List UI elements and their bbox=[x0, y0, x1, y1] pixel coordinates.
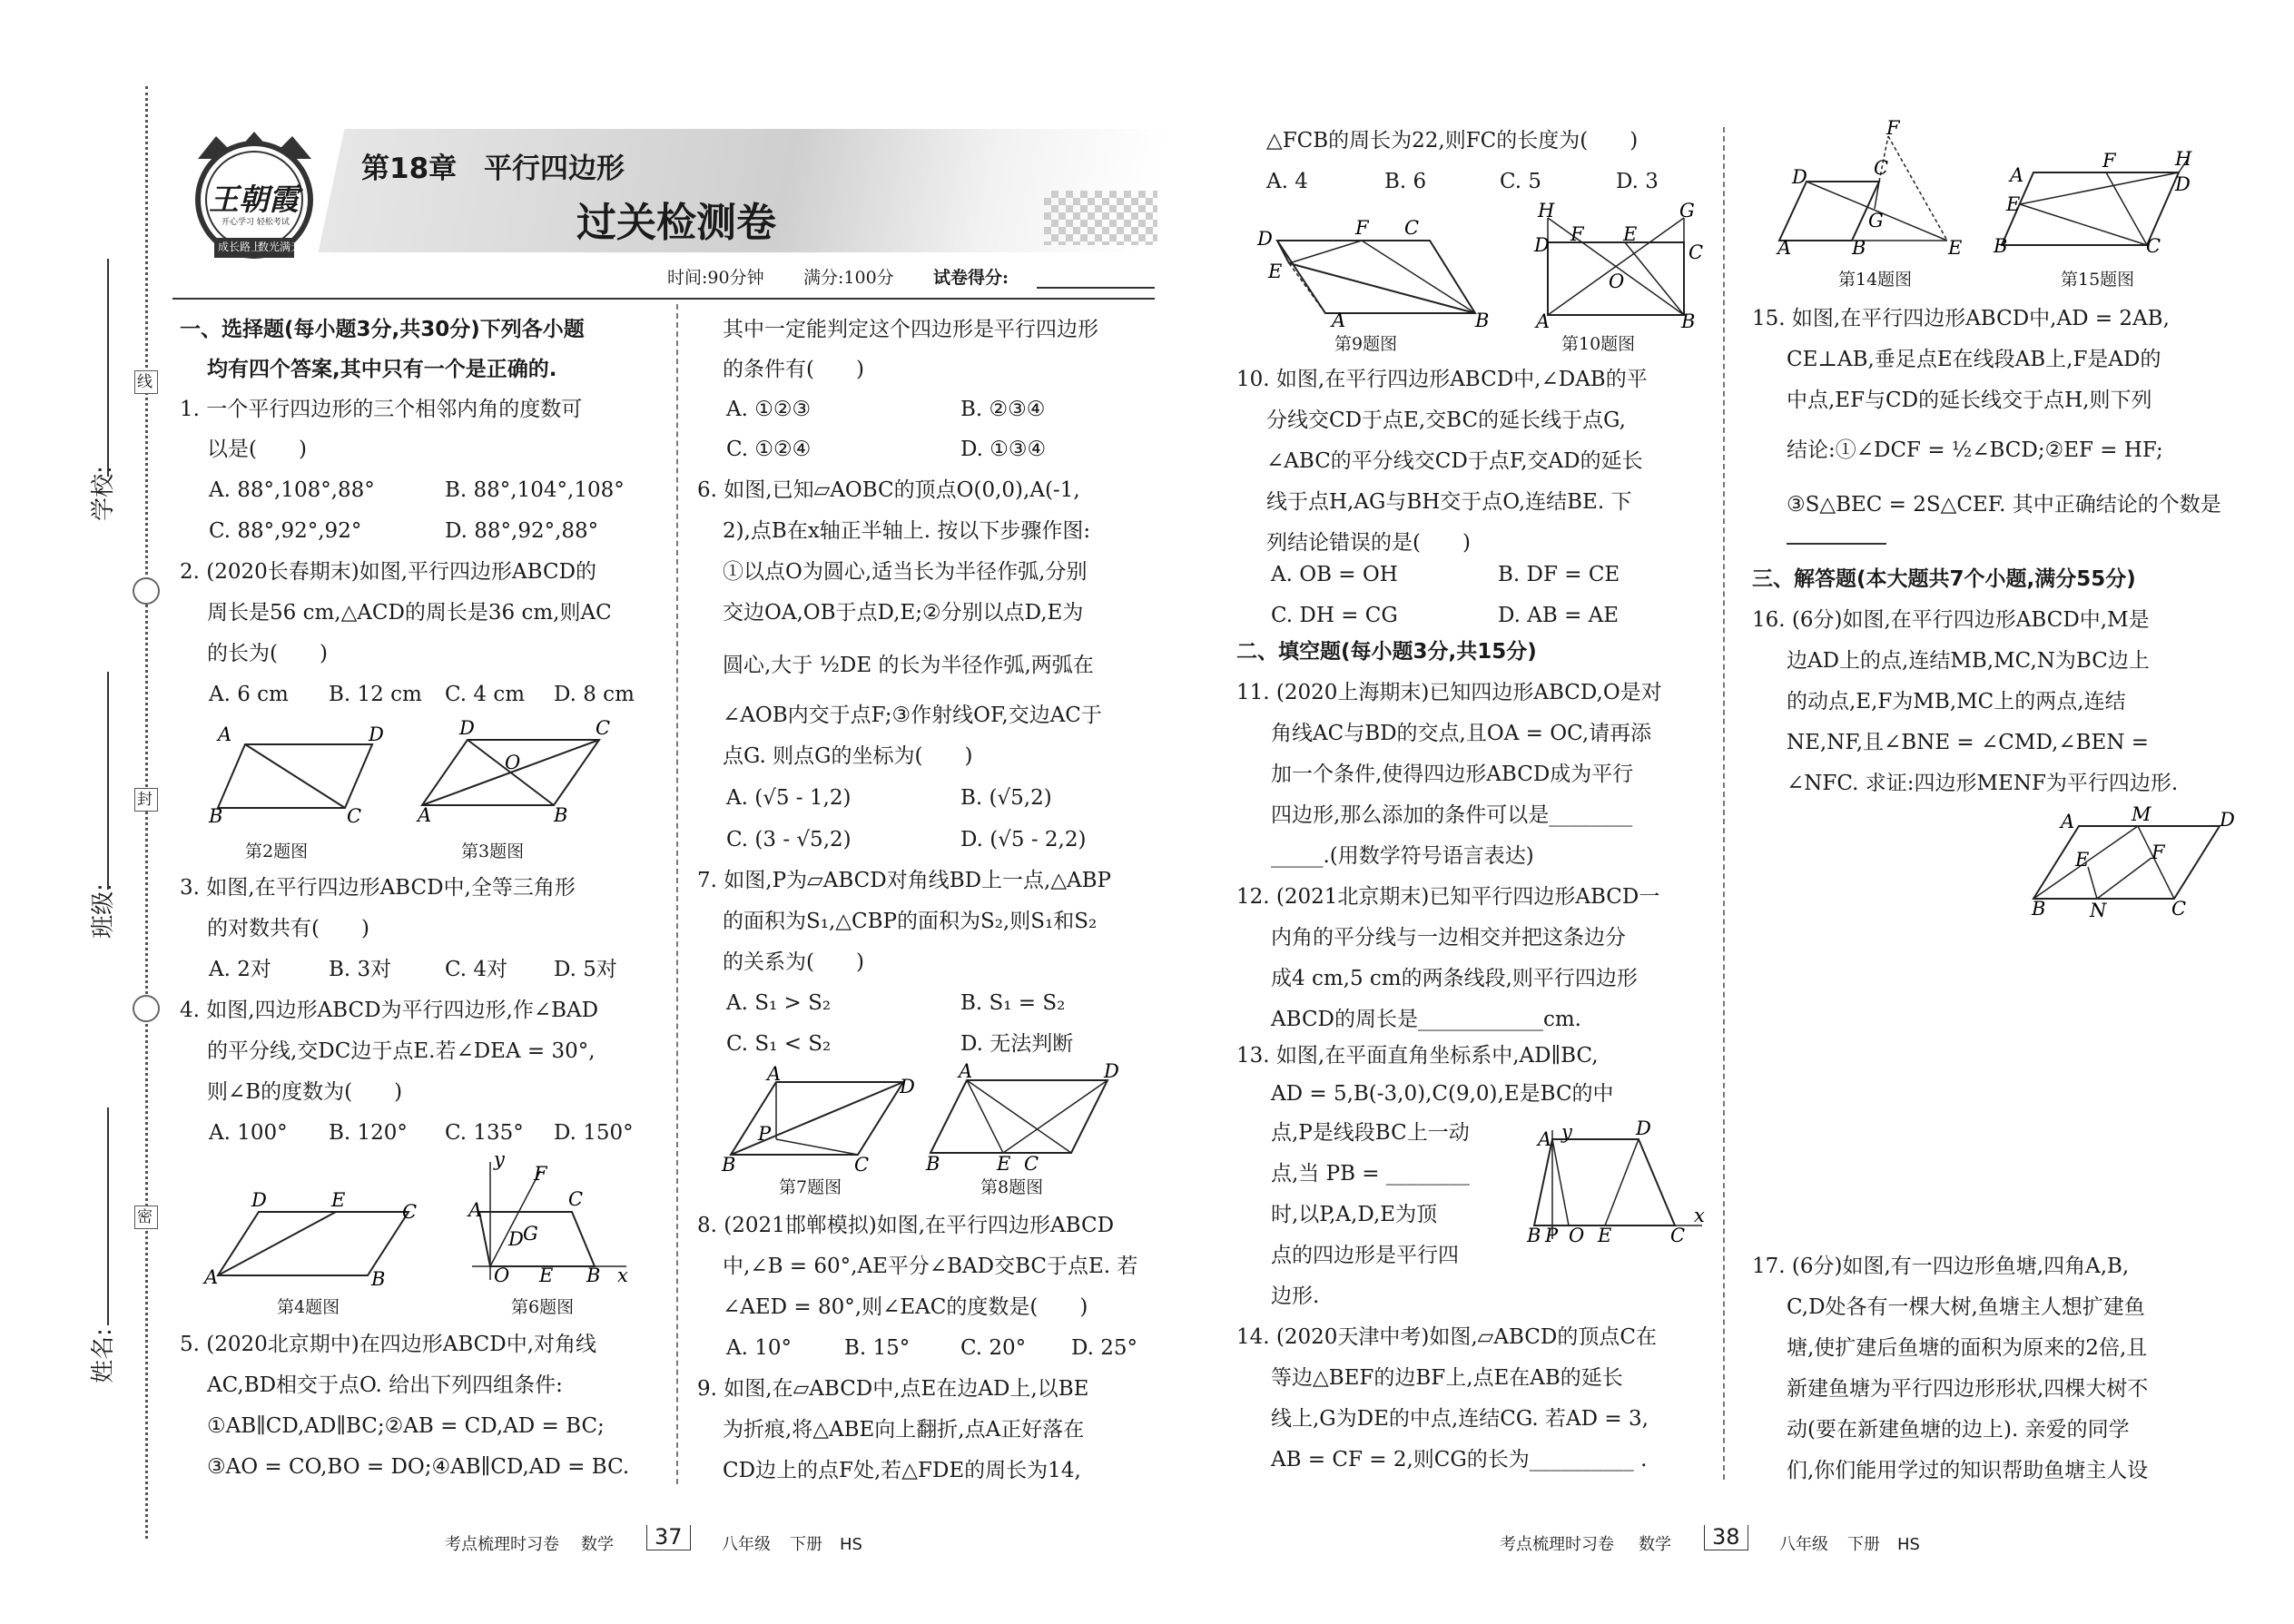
question-12: 12. (2021北京期末)已知平行四边形ABCD一 bbox=[1236, 885, 1660, 909]
svg-text:B: B bbox=[554, 804, 568, 826]
question-9: △FCB的周长为22,则FC的长度为( ) bbox=[1266, 129, 1639, 153]
question-15: 15. 如图,在平行四边形ABCD中,AD = 2AB, bbox=[1752, 307, 2170, 330]
svg-text:F: F bbox=[2151, 842, 2165, 863]
question-17: 17. (6分)如图,有一四边形鱼塘,四角A,B, bbox=[1752, 1255, 2130, 1278]
q5-option-a[interactable]: A. ①②③ bbox=[726, 398, 812, 421]
question-2: 2. (2020长春期末)如图,平行四边形ABCD的 bbox=[180, 560, 597, 584]
svg-text:A: A bbox=[418, 804, 432, 826]
q10-option-c[interactable]: C. DH = CG bbox=[1271, 604, 1398, 627]
question-15: 结论:①∠DCF = ½∠BCD;②EF = HF; bbox=[1787, 438, 2163, 462]
class-field[interactable] bbox=[107, 672, 109, 890]
question-9: 9. 如图,在▱ABCD中,点E在边AD上,以BE bbox=[697, 1377, 1089, 1401]
svg-text:O: O bbox=[494, 1265, 510, 1286]
q7-option-a[interactable]: A. S₁ > S₂ bbox=[726, 991, 832, 1015]
q5-option-b[interactable]: B. ②③④ bbox=[960, 398, 1046, 421]
question-6: 6. 如图,已知▱AOBC的顶点O(0,0),A(-1, bbox=[697, 478, 1080, 502]
svg-text:B: B bbox=[1475, 310, 1490, 331]
svg-text:C: C bbox=[1670, 1225, 1686, 1246]
question-8: ∠AED = 80°,则∠EAC的度数是( ) bbox=[723, 1295, 1088, 1319]
question-4: 则∠B的度数为( ) bbox=[207, 1080, 403, 1104]
q15-answer-field[interactable] bbox=[1787, 543, 1886, 545]
question-13: 边形. bbox=[1271, 1284, 1320, 1308]
figure-q4 bbox=[204, 1189, 422, 1289]
q10-option-d[interactable]: D. AB = AE bbox=[1498, 604, 1620, 627]
footer-book-left: 考点梳理时习卷 bbox=[445, 1535, 559, 1554]
q8-option-b[interactable]: B. 15° bbox=[844, 1336, 911, 1360]
figure-caption-q15: 第15题图 bbox=[2061, 270, 2135, 290]
exam-time: 时间:90分钟 bbox=[667, 268, 764, 288]
q7-option-c[interactable]: C. S₁ < S₂ bbox=[726, 1032, 832, 1056]
binding-label-xian: 线 bbox=[134, 370, 158, 394]
question-4: 4. 如图,四边形ABCD为平行四边形,作∠BAD bbox=[180, 999, 599, 1022]
brand-logo bbox=[171, 127, 339, 268]
question-12: ABCD的周长是____________cm. bbox=[1271, 1008, 1581, 1031]
q5-option-c[interactable]: C. ①②④ bbox=[726, 438, 812, 461]
figure-caption-q14: 第14题图 bbox=[1838, 270, 1913, 290]
q4-option-b[interactable]: B. 120° bbox=[329, 1121, 408, 1145]
svg-text:E: E bbox=[539, 1265, 554, 1286]
svg-text:D: D bbox=[251, 1189, 267, 1211]
svg-text:D: D bbox=[508, 1228, 524, 1250]
page-title: 过关检测卷 bbox=[576, 200, 776, 246]
question-5: 5. (2020北京期中)在四边形ABCD中,对角线 bbox=[180, 1333, 597, 1356]
brand-name: 王朝霞 bbox=[209, 182, 299, 217]
svg-text:B: B bbox=[1527, 1225, 1541, 1246]
question-17: 们,你们能用学过的知识帮助鱼塘主人设 bbox=[1787, 1459, 2149, 1482]
question-12: 内角的平分线与一边相交并把这条边分 bbox=[1271, 926, 1626, 950]
footer-subject-left: 数学 bbox=[581, 1535, 614, 1554]
svg-text:B: B bbox=[371, 1268, 386, 1290]
q7-option-b[interactable]: B. S₁ = S₂ bbox=[960, 991, 1066, 1015]
q9-option-d[interactable]: D. 3 bbox=[1616, 170, 1659, 193]
svg-text:C: C bbox=[2171, 898, 2187, 920]
svg-text:F: F bbox=[1355, 217, 1369, 239]
figure-caption-q4: 第4题图 bbox=[277, 1297, 340, 1317]
q2-option-a[interactable]: A. 6 cm bbox=[209, 683, 289, 706]
q4-option-c[interactable]: C. 135° bbox=[445, 1121, 524, 1145]
question-5: 的条件有( ) bbox=[723, 358, 864, 381]
svg-text:E: E bbox=[1623, 223, 1638, 245]
school-field[interactable] bbox=[107, 259, 109, 477]
figure-caption-q10: 第10题图 bbox=[1561, 334, 1636, 354]
svg-text:C: C bbox=[854, 1154, 870, 1176]
footer-term-left: 下册 bbox=[790, 1535, 822, 1554]
question-3: 3. 如图,在平行四边形ABCD中,全等三角形 bbox=[180, 876, 576, 900]
question-5: AC,BD相交于点O. 给出下列四组条件: bbox=[207, 1373, 563, 1397]
svg-text:C: C bbox=[1689, 241, 1704, 263]
q9-option-b[interactable]: B. 6 bbox=[1384, 170, 1427, 193]
svg-text:B: B bbox=[2032, 898, 2046, 920]
q4-option-d[interactable]: D. 150° bbox=[554, 1121, 634, 1145]
question-6: 圆心,大于 ½DE 的长为半径作弧,两弧在 bbox=[723, 654, 1094, 677]
chapter-number: 第18章 bbox=[361, 153, 458, 185]
binding-hole-2 bbox=[133, 995, 160, 1022]
svg-text:O: O bbox=[505, 752, 521, 773]
binding-dotted-line bbox=[145, 86, 148, 1539]
footer-subject-right: 数学 bbox=[1639, 1535, 1671, 1554]
q2-option-c[interactable]: C. 4 cm bbox=[445, 683, 526, 706]
school-label: 学校: bbox=[89, 466, 117, 521]
svg-text:D: D bbox=[1534, 234, 1550, 256]
class-label: 班级: bbox=[89, 883, 117, 939]
svg-text:F: F bbox=[2102, 150, 2116, 172]
svg-text:C: C bbox=[402, 1201, 418, 1223]
question-6: 交边OA,OB于点D,E;②分别以点D,E为 bbox=[723, 601, 1084, 625]
svg-text:D: D bbox=[459, 717, 475, 739]
svg-text:F: F bbox=[1886, 117, 1900, 139]
footer-ed-left: HS bbox=[840, 1535, 862, 1554]
question-14: 等边△BEF的边BF上,点E在AB的延长 bbox=[1271, 1366, 1623, 1390]
q3-option-b[interactable]: B. 3对 bbox=[329, 958, 392, 981]
svg-text:G: G bbox=[1679, 200, 1695, 221]
question-6: ∠AOB内交于点F;③作射线OF,交边AC于 bbox=[723, 704, 1102, 727]
question-13: 13. 如图,在平面直角坐标系中,AD∥BC, bbox=[1236, 1044, 1599, 1068]
svg-text:D: D bbox=[1104, 1060, 1119, 1082]
brand-motto-2: 数光满天 bbox=[258, 241, 302, 253]
question-16: 16. (6分)如图,在平行四边形ABCD中,M是 bbox=[1752, 608, 2150, 632]
question-17: 动(要在新建鱼塘的边上). 亲爱的同学 bbox=[1787, 1418, 2130, 1442]
svg-text:C: C bbox=[1874, 157, 1889, 179]
svg-text:A: A bbox=[2010, 164, 2024, 186]
binding-hole-1 bbox=[133, 577, 160, 605]
chapter-title: 平行四边形 bbox=[484, 153, 625, 185]
svg-text:H: H bbox=[2175, 148, 2192, 170]
svg-text:G: G bbox=[523, 1223, 538, 1245]
svg-text:B: B bbox=[586, 1265, 601, 1286]
figure-caption-q8: 第8题图 bbox=[980, 1177, 1044, 1197]
question-17: C,D处各有一棵大树,鱼塘主人想扩建鱼 bbox=[1787, 1295, 2145, 1319]
svg-text:E: E bbox=[1598, 1225, 1612, 1246]
q9-option-a[interactable]: A. 4 bbox=[1266, 170, 1308, 193]
question-14: 14. (2020天津中考)如图,▱ABCD的顶点C在 bbox=[1236, 1325, 1657, 1349]
svg-text:D: D bbox=[1636, 1117, 1651, 1139]
q6-option-a[interactable]: A. (√5 - 1,2) bbox=[726, 786, 852, 810]
column-divider bbox=[1723, 127, 1725, 1480]
question-10: 分线交CD于点E,交BC的延长线于点G, bbox=[1266, 408, 1626, 432]
svg-text:E: E bbox=[1268, 261, 1283, 282]
section-3-title: 三、解答题(本大题共7个小题,满分55分) bbox=[1752, 567, 2136, 591]
page-number-right: 38 bbox=[1704, 1525, 1748, 1550]
svg-text:A: A bbox=[1777, 237, 1792, 259]
figure-q14 bbox=[1777, 117, 1970, 259]
q7-option-d[interactable]: D. 无法判断 bbox=[960, 1032, 1074, 1056]
q5-option-d[interactable]: D. ①③④ bbox=[960, 438, 1047, 461]
svg-text:C: C bbox=[2146, 235, 2161, 257]
question-11: 加一个条件,使得四边形ABCD成为平行 bbox=[1271, 763, 1634, 786]
question-16: NE,NF,且∠BNE = ∠CMD,∠BEN = bbox=[1787, 731, 2150, 754]
svg-text:E: E bbox=[1948, 237, 1963, 259]
svg-text:D: D bbox=[2175, 173, 2191, 195]
question-8: 中,∠B = 60°,AE平分∠BAD交BC于点E. 若 bbox=[723, 1255, 1138, 1278]
svg-text:D: D bbox=[2220, 809, 2235, 831]
question-2: 周长是56 cm,△ACD的周长是36 cm,则AC bbox=[207, 601, 612, 625]
q9-option-c[interactable]: C. 5 bbox=[1500, 170, 1542, 193]
svg-text:H: H bbox=[1538, 200, 1555, 221]
footer-term-right: 下册 bbox=[1847, 1535, 1880, 1554]
footer-grade-right: 八年级 bbox=[1779, 1535, 1828, 1554]
figure-q13 bbox=[1525, 1117, 1707, 1246]
question-7: 的面积为S₁,△CBP的面积为S₂,则S₁和S₂ bbox=[723, 910, 1098, 933]
svg-text:A: A bbox=[218, 723, 232, 745]
figure-caption-q7: 第7题图 bbox=[779, 1177, 842, 1197]
question-11: 四边形,那么添加的条件可以是________ bbox=[1271, 803, 1633, 827]
svg-text:A: A bbox=[1538, 1128, 1552, 1150]
column-divider bbox=[676, 304, 678, 1484]
svg-text:C: C bbox=[1404, 217, 1420, 239]
svg-text:O: O bbox=[1569, 1225, 1585, 1246]
question-6: 点G. 则点G的坐标为( ) bbox=[723, 744, 973, 768]
section-1-title: 均有四个答案,其中只有一个是正确的. bbox=[207, 358, 557, 381]
question-16: ∠NFC. 求证:四边形MENF为平行四边形. bbox=[1787, 772, 2179, 795]
q3-option-d[interactable]: D. 5对 bbox=[554, 958, 617, 981]
svg-text:B: B bbox=[1994, 235, 2008, 257]
figure-q7 bbox=[722, 1063, 915, 1176]
svg-text:D: D bbox=[1257, 228, 1273, 250]
question-13: AD = 5,B(-3,0),C(9,0),E是BC的中 bbox=[1271, 1082, 1614, 1106]
svg-text:A: A bbox=[468, 1199, 483, 1221]
figure-q8 bbox=[926, 1060, 1126, 1176]
svg-text:E: E bbox=[997, 1153, 1011, 1175]
question-15: 中点,EF与CD的延长线交于点H,则下列 bbox=[1787, 389, 2152, 412]
question-11: 角线AC与BD的交点,且OA = OC,请再添 bbox=[1271, 722, 1652, 745]
q3-option-a[interactable]: A. 2对 bbox=[209, 958, 271, 981]
q8-option-a[interactable]: A. 10° bbox=[726, 1336, 792, 1360]
svg-text:G: G bbox=[1868, 210, 1884, 231]
svg-text:A: A bbox=[2061, 811, 2075, 832]
binding-label-mi: 密 bbox=[134, 1206, 158, 1229]
svg-text:C: C bbox=[347, 805, 362, 827]
svg-text:D: D bbox=[900, 1076, 915, 1097]
question-5: ③AO = CO,BO = DO;④AB∥CD,AD = BC. bbox=[207, 1455, 630, 1479]
q4-option-a[interactable]: A. 100° bbox=[209, 1121, 288, 1145]
name-label: 姓名: bbox=[89, 1328, 117, 1383]
figure-caption-q3: 第3题图 bbox=[461, 842, 525, 861]
section-1-title: 一、选择题(每小题3分,共30分)下列各小题 bbox=[180, 318, 585, 341]
svg-text:y: y bbox=[494, 1148, 505, 1170]
question-6: 2),点B在x轴正半轴上. 按以下步骤作图: bbox=[723, 519, 1091, 543]
svg-text:P: P bbox=[1545, 1225, 1559, 1246]
question-10: 线于点H,AG与BH交于点O,连结BE. 下 bbox=[1266, 490, 1632, 514]
question-16: 的动点,E,F为MB,MC上的两点,连结 bbox=[1787, 690, 2126, 714]
section-2-title: 二、填空题(每小题3分,共15分) bbox=[1236, 640, 1537, 664]
figure-caption-q2: 第2题图 bbox=[245, 842, 309, 861]
svg-text:A: A bbox=[204, 1266, 219, 1288]
svg-text:F: F bbox=[534, 1163, 547, 1185]
question-7: 的关系为( ) bbox=[723, 950, 864, 974]
question-5: 其中一定能判定这个四边形是平行四边形 bbox=[723, 318, 1098, 341]
question-10: ∠ABC的平分线交CD于点F,交AD的延长 bbox=[1266, 449, 1643, 473]
figure-q16 bbox=[2032, 803, 2235, 926]
question-14: 线上,G为DE的中点,连结CG. 若AD = 3, bbox=[1271, 1407, 1649, 1431]
svg-text:x: x bbox=[617, 1265, 628, 1286]
question-5: ①AB∥CD,AD∥BC;②AB = CD,AD = BC; bbox=[207, 1414, 605, 1438]
svg-text:y: y bbox=[1561, 1121, 1572, 1143]
svg-text:B: B bbox=[722, 1154, 736, 1176]
header-checker bbox=[1044, 191, 1157, 245]
svg-text:A: A bbox=[1536, 310, 1551, 332]
q6-option-d[interactable]: D. (√5 - 2,2) bbox=[960, 828, 1087, 851]
binding-label-feng: 封 bbox=[134, 788, 158, 812]
figure-q3 bbox=[418, 717, 617, 826]
q6-option-b[interactable]: B. (√5,2) bbox=[960, 786, 1052, 810]
q10-option-b[interactable]: B. DF = CE bbox=[1498, 563, 1620, 586]
exam-score-field[interactable] bbox=[1037, 287, 1155, 289]
svg-text:C: C bbox=[568, 1188, 584, 1210]
question-13: 点,P是线段BC上一动 bbox=[1271, 1121, 1470, 1145]
svg-text:F: F bbox=[1570, 223, 1584, 245]
question-17: 塘,使扩建后鱼塘的面积为原来的2倍,且 bbox=[1787, 1336, 2148, 1360]
figure-caption-q6: 第6题图 bbox=[511, 1297, 575, 1317]
svg-text:C: C bbox=[1024, 1153, 1039, 1175]
brand-tiny: 开心学习 轻松考试 bbox=[222, 218, 290, 227]
question-13: 点,当 PB = ________ bbox=[1271, 1162, 1470, 1186]
q2-option-d[interactable]: D. 8 cm bbox=[554, 683, 635, 706]
q2-option-b[interactable]: B. 12 cm bbox=[329, 683, 422, 706]
figure-caption-q9: 第9题图 bbox=[1334, 334, 1398, 354]
q8-option-d[interactable]: D. 25° bbox=[1071, 1336, 1138, 1360]
figure-q9 bbox=[1257, 217, 1493, 331]
question-6: ①以点O为圆心,适当长为半径作弧,分别 bbox=[723, 560, 1088, 584]
question-1: 1. 一个平行四边形的三个相邻内角的度数可 bbox=[180, 398, 583, 421]
q1-option-b[interactable]: B. 88°,104°,108° bbox=[445, 478, 625, 502]
footer-grade-left: 八年级 bbox=[722, 1535, 771, 1554]
question-7: 7. 如图,P为▱ABCD对角线BD上一点,△ABP bbox=[697, 869, 1112, 892]
page-number-left: 37 bbox=[646, 1525, 691, 1550]
question-13: 点的四边形是平行四 bbox=[1271, 1244, 1459, 1267]
question-10: 列结论错误的是( ) bbox=[1266, 531, 1471, 555]
svg-text:A: A bbox=[959, 1060, 973, 1082]
question-4: 的平分线,交DC边于点E.若∠DEA = 30°, bbox=[207, 1039, 596, 1063]
figure-q15 bbox=[1994, 148, 2192, 257]
question-2: 的长为( ) bbox=[207, 642, 328, 665]
question-17: 新建鱼塘为平行四边形形状,四棵大树不 bbox=[1787, 1377, 2149, 1401]
figure-q2 bbox=[209, 723, 384, 827]
svg-text:E: E bbox=[2075, 849, 2090, 871]
question-10: 10. 如图,在平行四边形ABCD中,∠DAB的平 bbox=[1236, 368, 1648, 391]
footer-ed-right: HS bbox=[1897, 1535, 1920, 1554]
svg-text:E: E bbox=[331, 1189, 346, 1211]
name-field[interactable] bbox=[107, 1107, 109, 1325]
svg-text:A: A bbox=[767, 1063, 782, 1085]
question-16: 边AD上的点,连结MB,MC,N为BC边上 bbox=[1787, 649, 2150, 673]
svg-text:N: N bbox=[2090, 900, 2107, 921]
footer-book-right: 考点梳理时习卷 bbox=[1500, 1535, 1614, 1554]
svg-text:B: B bbox=[1681, 310, 1696, 332]
exam-full-score: 满分:100分 bbox=[803, 268, 894, 288]
brand-motto-1: 成长路上 bbox=[218, 241, 262, 253]
question-9: CD边上的点F处,若△FDE的周长为14, bbox=[723, 1459, 1081, 1482]
question-1: 以是( ) bbox=[207, 438, 307, 461]
question-13: 时,以P,A,D,E为顶 bbox=[1271, 1203, 1438, 1226]
svg-text:B: B bbox=[926, 1153, 940, 1175]
svg-text:x: x bbox=[1694, 1205, 1705, 1226]
svg-text:D: D bbox=[1792, 166, 1807, 188]
svg-text:O: O bbox=[1609, 271, 1625, 292]
figure-q6 bbox=[463, 1148, 635, 1289]
q3-option-c[interactable]: C. 4对 bbox=[445, 958, 508, 981]
question-12: 成4 cm,5 cm的两条线段,则平行四边形 bbox=[1271, 967, 1638, 990]
exam-score-label: 试卷得分: bbox=[933, 268, 1009, 288]
q1-option-a[interactable]: A. 88°,108°,88° bbox=[209, 478, 375, 502]
question-8: 8. (2021邯郸模拟)如图,在平行四边形ABCD bbox=[697, 1214, 1115, 1237]
question-11: 11. (2020上海期末)已知四边形ABCD,O是对 bbox=[1236, 681, 1662, 704]
question-11: _____.(用数学符号语言表达) bbox=[1271, 844, 1534, 868]
svg-text:B: B bbox=[209, 805, 223, 827]
svg-text:C: C bbox=[596, 717, 611, 739]
q8-option-c[interactable]: C. 20° bbox=[960, 1336, 1027, 1360]
question-15: CE⊥AB,垂足点E在线段AB上,F是AD的 bbox=[1787, 348, 2161, 371]
question-14: AB = CF = 2,则CG的长为__________ . bbox=[1271, 1448, 1648, 1471]
svg-text:P: P bbox=[758, 1123, 772, 1145]
q6-option-c[interactable]: C. (3 - √5,2) bbox=[726, 828, 852, 851]
figure-q10 bbox=[1534, 200, 1716, 332]
svg-text:D: D bbox=[369, 723, 384, 745]
svg-text:A: A bbox=[1332, 310, 1346, 331]
svg-text:B: B bbox=[1852, 237, 1866, 259]
header-rule bbox=[172, 298, 1155, 300]
svg-text:M: M bbox=[2132, 803, 2151, 825]
q10-option-a[interactable]: A. OB = OH bbox=[1271, 563, 1398, 586]
q1-option-d[interactable]: D. 88°,92°,88° bbox=[445, 519, 599, 543]
question-3: 的对数共有( ) bbox=[207, 917, 369, 940]
question-9: 为折痕,将△ABE向上翻折,点A正好落在 bbox=[723, 1418, 1085, 1442]
q1-option-c[interactable]: C. 88°,92°,92° bbox=[209, 519, 362, 543]
svg-text:E: E bbox=[2006, 193, 2021, 215]
question-15: ③S△BEC = 2S△CEF. 其中正确结论的个数是 bbox=[1787, 493, 2221, 517]
